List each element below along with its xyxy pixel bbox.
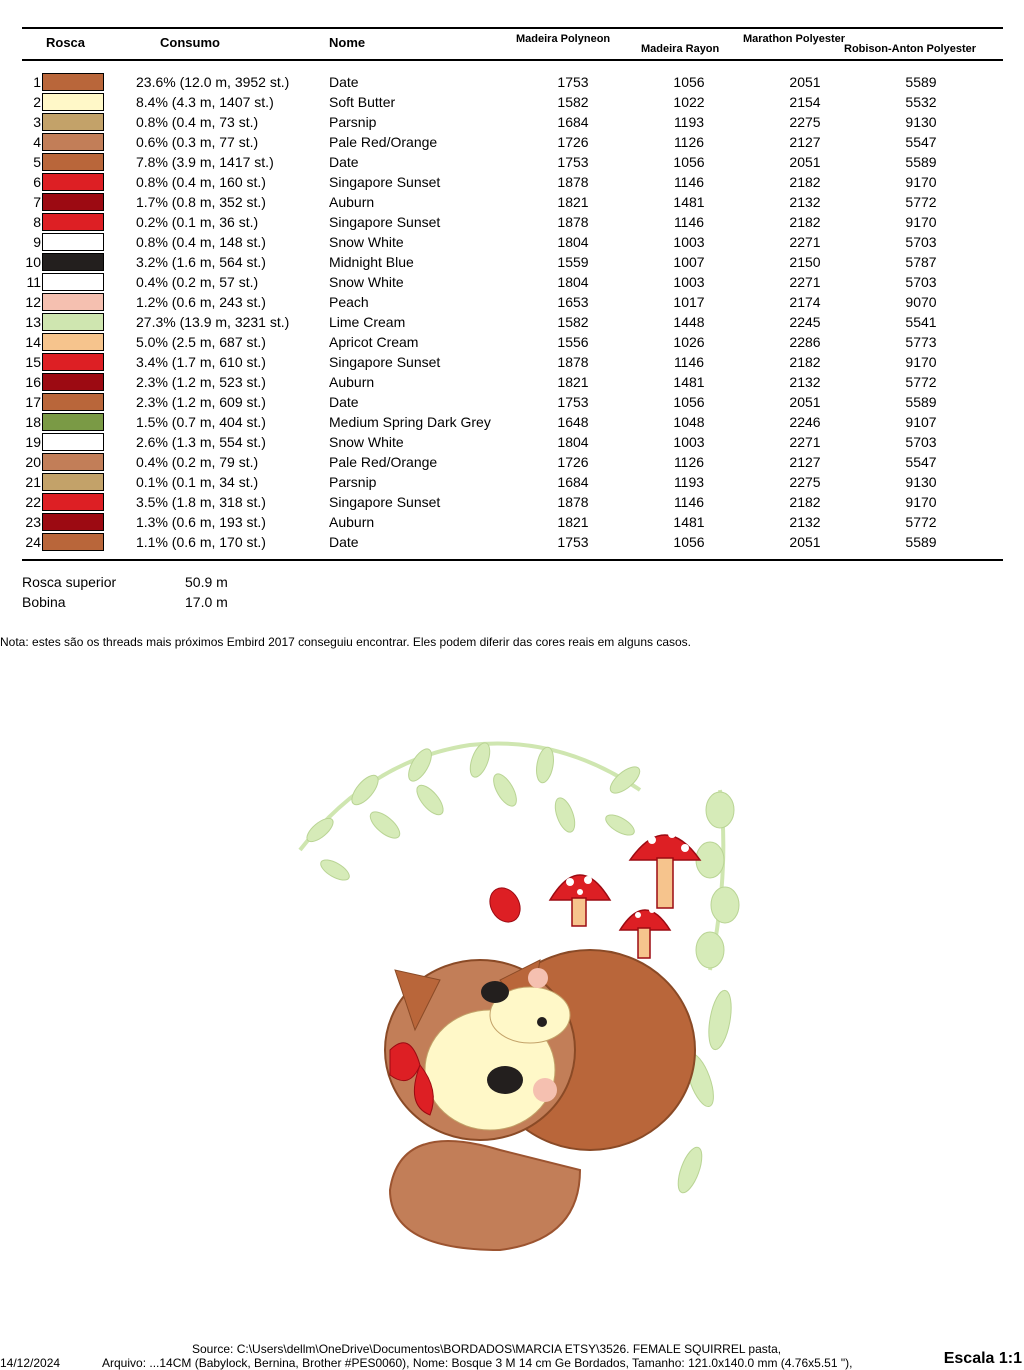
nome-cell: Auburn — [329, 374, 375, 390]
robison-anton-cell: 5547 — [905, 134, 937, 150]
robison-anton-cell: 9070 — [905, 294, 937, 310]
marathon-polyester-cell: 2174 — [789, 294, 821, 310]
thread-number: 20 — [25, 454, 41, 470]
nome-cell: Pale Red/Orange — [329, 134, 438, 150]
madeira-rayon-cell: 1056 — [673, 534, 705, 550]
table-row — [0, 392, 1024, 412]
color-swatch — [42, 373, 104, 391]
header-marathon-polyester: Marathon Polyester — [743, 33, 846, 45]
table-top-rule — [22, 27, 1003, 29]
nome-cell: Parsnip — [329, 114, 377, 130]
consumo-cell: 0.8% (0.4 m, 73 st.) — [136, 114, 259, 130]
table-row — [0, 72, 1024, 92]
madeira-rayon-cell: 1026 — [673, 334, 705, 350]
header-consumo: Consumo — [160, 35, 220, 50]
thread-number: 23 — [25, 514, 41, 530]
nome-cell: Snow White — [329, 234, 404, 250]
madeira-rayon-cell: 1146 — [673, 494, 705, 510]
madeira-rayon-cell: 1146 — [673, 174, 705, 190]
robison-anton-cell: 5589 — [905, 74, 937, 90]
marathon-polyester-cell: 2051 — [789, 394, 821, 410]
marathon-polyester-cell: 2182 — [789, 174, 821, 190]
robison-anton-cell: 5547 — [905, 454, 937, 470]
table-row — [0, 152, 1024, 172]
nome-cell: Date — [329, 534, 359, 550]
robison-anton-cell: 5772 — [905, 514, 937, 530]
marathon-polyester-cell: 2271 — [789, 434, 821, 450]
consumo-cell: 1.2% (0.6 m, 243 st.) — [136, 294, 266, 310]
header-madeira-rayon: Madeira Rayon — [641, 43, 720, 55]
nome-cell: Lime Cream — [329, 314, 406, 330]
marathon-polyester-cell: 2127 — [789, 134, 821, 150]
marathon-polyester-cell: 2132 — [789, 194, 821, 210]
thread-number: 4 — [33, 134, 41, 150]
table-row — [0, 452, 1024, 472]
madeira-rayon-cell: 1146 — [673, 354, 705, 370]
thread-number: 8 — [33, 214, 41, 230]
color-swatch — [42, 113, 104, 131]
color-swatch — [42, 533, 104, 551]
consumo-cell: 7.8% (3.9 m, 1417 st.) — [136, 154, 274, 170]
disclaimer-note: Nota: estes são os threads mais próximos Embird 2017 conseguiu encontrar. Eles podem diferir das cores reais em alguns casos. — [0, 635, 692, 649]
table-row — [0, 132, 1024, 152]
robison-anton-cell: 5589 — [905, 394, 937, 410]
table-row — [0, 412, 1024, 432]
color-swatch — [42, 93, 104, 111]
thread-number: 3 — [33, 114, 41, 130]
robison-anton-cell: 5773 — [905, 334, 937, 350]
madeira-polyneon-cell: 1878 — [557, 354, 589, 370]
consumo-cell: 0.4% (0.2 m, 57 st.) — [136, 274, 259, 290]
nome-cell: Midnight Blue — [329, 254, 414, 270]
nome-cell: Date — [329, 74, 359, 90]
table-row — [0, 252, 1024, 272]
madeira-polyneon-cell: 1684 — [557, 114, 589, 130]
footer-arquivo: Arquivo: ...14CM (Babylock, Bernina, Brother #PES0060), Nome: Bosque 3 M 14 cm Ge Bordados, Tamanho: 121.0x140.0 mm (4.76x5.51 "), — [102, 1356, 853, 1370]
consumo-cell: 3.5% (1.8 m, 318 st.) — [136, 494, 266, 510]
madeira-rayon-cell: 1022 — [673, 94, 705, 110]
thread-number: 11 — [26, 274, 41, 290]
nome-cell: Peach — [329, 294, 369, 310]
marathon-polyester-cell: 2132 — [789, 374, 821, 390]
madeira-rayon-cell: 1017 — [673, 294, 705, 310]
madeira-rayon-cell: 1146 — [673, 214, 705, 230]
robison-anton-cell: 5703 — [905, 274, 937, 290]
color-swatch — [42, 173, 104, 191]
table-row — [0, 292, 1024, 312]
thread-number: 10 — [25, 254, 41, 270]
marathon-polyester-cell: 2271 — [789, 234, 821, 250]
robison-anton-cell: 5532 — [905, 94, 937, 110]
marathon-polyester-cell: 2286 — [789, 334, 821, 350]
table-row — [0, 112, 1024, 132]
consumo-cell: 1.7% (0.8 m, 352 st.) — [136, 194, 266, 210]
robison-anton-cell: 9170 — [905, 214, 937, 230]
robison-anton-cell: 5589 — [905, 154, 937, 170]
consumo-cell: 3.2% (1.6 m, 564 st.) — [136, 254, 266, 270]
madeira-polyneon-cell: 1753 — [557, 74, 589, 90]
madeira-rayon-cell: 1056 — [673, 394, 705, 410]
madeira-rayon-cell: 1003 — [673, 274, 705, 290]
consumo-cell: 2.6% (1.3 m, 554 st.) — [136, 434, 266, 450]
madeira-polyneon-cell: 1753 — [557, 394, 589, 410]
nome-cell: Date — [329, 394, 359, 410]
nome-cell: Pale Red/Orange — [329, 454, 438, 470]
madeira-rayon-cell: 1003 — [673, 234, 705, 250]
robison-anton-cell: 5703 — [905, 234, 937, 250]
madeira-rayon-cell: 1193 — [673, 474, 705, 490]
table-row — [0, 192, 1024, 212]
color-swatch — [42, 233, 104, 251]
table-row — [0, 352, 1024, 372]
madeira-polyneon-cell: 1582 — [557, 314, 589, 330]
thread-number: 1 — [33, 74, 41, 90]
madeira-rayon-cell: 1193 — [673, 114, 705, 130]
color-swatch — [42, 193, 104, 211]
consumo-cell: 0.6% (0.3 m, 77 st.) — [136, 134, 259, 150]
nome-cell: Singapore Sunset — [329, 354, 441, 370]
header-rosca: Rosca — [46, 35, 86, 50]
table-row — [0, 272, 1024, 292]
thread-number: 6 — [33, 174, 41, 190]
header-nome: Nome — [329, 35, 366, 50]
madeira-rayon-cell: 1481 — [673, 194, 705, 210]
madeira-rayon-cell: 1126 — [673, 454, 705, 470]
marathon-polyester-cell: 2275 — [789, 474, 821, 490]
madeira-polyneon-cell: 1804 — [557, 274, 589, 290]
madeira-rayon-cell: 1048 — [673, 414, 705, 430]
madeira-polyneon-cell: 1753 — [557, 534, 589, 550]
table-header-rule — [22, 59, 1003, 61]
madeira-rayon-cell: 1481 — [673, 514, 705, 530]
nome-cell: Snow White — [329, 274, 404, 290]
madeira-polyneon-cell: 1753 — [557, 154, 589, 170]
nome-cell: Singapore Sunset — [329, 174, 441, 190]
thread-number: 19 — [25, 434, 41, 450]
thread-number: 13 — [25, 314, 41, 330]
madeira-polyneon-cell: 1804 — [557, 434, 589, 450]
consumo-cell: 3.4% (1.7 m, 610 st.) — [136, 354, 266, 370]
thread-number: 21 — [25, 474, 41, 490]
thread-number: 2 — [33, 94, 41, 110]
squirrel-embroidery-preview — [280, 730, 750, 1275]
madeira-polyneon-cell: 1559 — [557, 254, 589, 270]
consumo-cell: 1.1% (0.6 m, 170 st.) — [136, 534, 266, 550]
header-robison-anton: Robison-Anton Polyester — [844, 43, 977, 55]
nome-cell: Auburn — [329, 194, 375, 210]
consumo-cell: 0.8% (0.4 m, 148 st.) — [136, 234, 266, 250]
table-row — [0, 512, 1024, 532]
bobina-value: 17.0 m — [185, 594, 228, 610]
thread-number: 14 — [25, 334, 41, 350]
marathon-polyester-cell: 2182 — [789, 214, 821, 230]
nome-cell: Parsnip — [329, 474, 377, 490]
marathon-polyester-cell: 2051 — [789, 74, 821, 90]
madeira-polyneon-cell: 1726 — [557, 134, 589, 150]
marathon-polyester-cell: 2127 — [789, 454, 821, 470]
madeira-polyneon-cell: 1684 — [557, 474, 589, 490]
robison-anton-cell: 5772 — [905, 194, 937, 210]
madeira-polyneon-cell: 1878 — [557, 174, 589, 190]
madeira-rayon-cell: 1007 — [673, 254, 705, 270]
thread-number: 9 — [33, 234, 41, 250]
marathon-polyester-cell: 2154 — [789, 94, 821, 110]
bobina-label: Bobina — [22, 594, 66, 610]
consumo-cell: 2.3% (1.2 m, 609 st.) — [136, 394, 266, 410]
color-swatch — [42, 353, 104, 371]
consumo-cell: 23.6% (12.0 m, 3952 st.) — [136, 74, 290, 90]
consumo-cell: 0.8% (0.4 m, 160 st.) — [136, 174, 266, 190]
madeira-polyneon-cell: 1878 — [557, 214, 589, 230]
robison-anton-cell: 9130 — [905, 114, 937, 130]
robison-anton-cell: 9170 — [905, 494, 937, 510]
nome-cell: Date — [329, 154, 359, 170]
consumo-cell: 1.5% (0.7 m, 404 st.) — [136, 414, 266, 430]
color-swatch — [42, 413, 104, 431]
marathon-polyester-cell: 2132 — [789, 514, 821, 530]
madeira-polyneon-cell: 1821 — [557, 194, 589, 210]
color-swatch — [42, 333, 104, 351]
rosca-superior-label: Rosca superior — [22, 574, 117, 590]
table-row — [0, 532, 1024, 552]
madeira-polyneon-cell: 1878 — [557, 494, 589, 510]
color-swatch — [42, 293, 104, 311]
marathon-polyester-cell: 2275 — [789, 114, 821, 130]
nome-cell: Apricot Cream — [329, 334, 419, 350]
color-swatch — [42, 253, 104, 271]
header-madeira-polyneon: Madeira Polyneon — [516, 33, 611, 45]
madeira-polyneon-cell: 1804 — [557, 234, 589, 250]
marathon-polyester-cell: 2245 — [789, 314, 821, 330]
madeira-polyneon-cell: 1821 — [557, 374, 589, 390]
table-row — [0, 212, 1024, 232]
footer-scale: Escala 1:1 — [943, 1350, 1022, 1367]
robison-anton-cell: 9170 — [905, 354, 937, 370]
color-swatch — [42, 493, 104, 511]
footer-date: 14/12/2024 — [0, 1356, 61, 1370]
table-bottom-rule — [22, 559, 1003, 561]
madeira-rayon-cell: 1056 — [673, 74, 705, 90]
robison-anton-cell: 5787 — [905, 254, 937, 270]
thread-number: 12 — [25, 294, 41, 310]
thread-number: 5 — [33, 154, 41, 170]
marathon-polyester-cell: 2051 — [789, 154, 821, 170]
madeira-polyneon-cell: 1556 — [557, 334, 589, 350]
robison-anton-cell: 9130 — [905, 474, 937, 490]
table-row — [0, 312, 1024, 332]
color-swatch — [42, 273, 104, 291]
madeira-rayon-cell: 1003 — [673, 434, 705, 450]
robison-anton-cell: 5541 — [905, 314, 937, 330]
madeira-rayon-cell: 1056 — [673, 154, 705, 170]
color-swatch — [42, 473, 104, 491]
thread-number: 7 — [33, 194, 41, 210]
robison-anton-cell: 5772 — [905, 374, 937, 390]
table-row — [0, 492, 1024, 512]
marathon-polyester-cell: 2182 — [789, 494, 821, 510]
robison-anton-cell: 9107 — [905, 414, 937, 430]
table-row — [0, 172, 1024, 192]
madeira-rayon-cell: 1126 — [673, 134, 705, 150]
table-row — [0, 332, 1024, 352]
color-swatch — [42, 313, 104, 331]
color-swatch — [42, 453, 104, 471]
robison-anton-cell: 5703 — [905, 434, 937, 450]
robison-anton-cell: 5589 — [905, 534, 937, 550]
table-row — [0, 92, 1024, 112]
table-row — [0, 372, 1024, 392]
nome-cell: Singapore Sunset — [329, 214, 441, 230]
thread-number: 17 — [25, 394, 41, 410]
footer-source: Source: C:\Users\dellm\OneDrive\Documentos\BORDADOS\MARCIA ETSY\3526. FEMALE SQUIRREL pasta, — [192, 1342, 782, 1356]
color-swatch — [42, 213, 104, 231]
nome-cell: Snow White — [329, 434, 404, 450]
nome-cell: Medium Spring Dark Grey — [329, 414, 491, 430]
consumo-cell: 0.2% (0.1 m, 36 st.) — [136, 214, 259, 230]
thread-number: 24 — [25, 534, 41, 550]
thread-number: 15 — [25, 354, 41, 370]
madeira-rayon-cell: 1448 — [673, 314, 705, 330]
marathon-polyester-cell: 2271 — [789, 274, 821, 290]
consumo-cell: 0.4% (0.2 m, 79 st.) — [136, 454, 259, 470]
madeira-polyneon-cell: 1726 — [557, 454, 589, 470]
table-row — [0, 432, 1024, 452]
madeira-polyneon-cell: 1648 — [557, 414, 589, 430]
marathon-polyester-cell: 2182 — [789, 354, 821, 370]
marathon-polyester-cell: 2246 — [789, 414, 821, 430]
madeira-polyneon-cell: 1653 — [557, 294, 589, 310]
marathon-polyester-cell: 2150 — [789, 254, 821, 270]
nome-cell: Singapore Sunset — [329, 494, 441, 510]
consumo-cell: 2.3% (1.2 m, 523 st.) — [136, 374, 266, 390]
consumo-cell: 5.0% (2.5 m, 687 st.) — [136, 334, 266, 350]
color-swatch — [42, 393, 104, 411]
color-swatch — [42, 153, 104, 171]
consumo-cell: 8.4% (4.3 m, 1407 st.) — [136, 94, 274, 110]
thread-number: 18 — [25, 414, 41, 430]
consumo-cell: 27.3% (13.9 m, 3231 st.) — [136, 314, 290, 330]
consumo-cell: 1.3% (0.6 m, 193 st.) — [136, 514, 266, 530]
consumo-cell: 0.1% (0.1 m, 34 st.) — [136, 474, 259, 490]
robison-anton-cell: 9170 — [905, 174, 937, 190]
color-swatch — [42, 73, 104, 91]
table-row — [0, 472, 1024, 492]
madeira-rayon-cell: 1481 — [673, 374, 705, 390]
madeira-polyneon-cell: 1582 — [557, 94, 589, 110]
thread-table-body — [0, 72, 1024, 552]
color-swatch — [42, 433, 104, 451]
table-row — [0, 232, 1024, 252]
nome-cell: Soft Butter — [329, 94, 396, 110]
color-swatch — [42, 133, 104, 151]
nome-cell: Auburn — [329, 514, 375, 530]
rosca-superior-value: 50.9 m — [185, 574, 228, 590]
marathon-polyester-cell: 2051 — [789, 534, 821, 550]
madeira-polyneon-cell: 1821 — [557, 514, 589, 530]
color-swatch — [42, 513, 104, 531]
thread-number: 22 — [25, 494, 41, 510]
thread-number: 16 — [25, 374, 41, 390]
